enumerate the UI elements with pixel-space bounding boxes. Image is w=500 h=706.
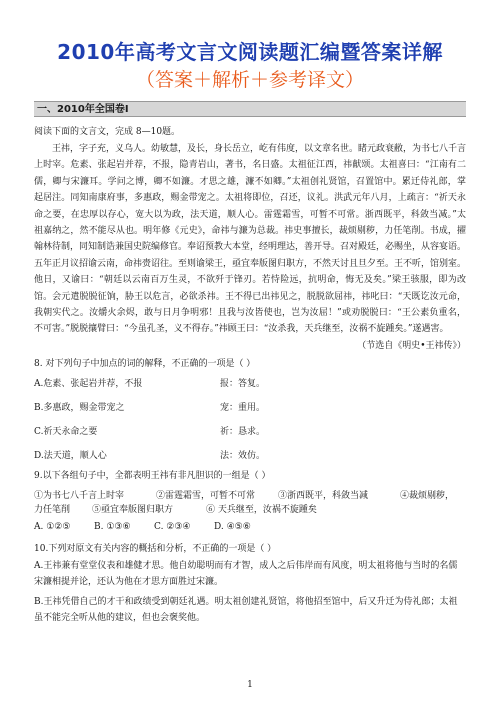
q8-option-b-sentence: B.多惠政，赐金带宠之 <box>34 403 125 413</box>
q8-option-c-sentence: C.祈天永命之要 <box>34 427 98 437</box>
q8-option-b-gloss: 宠：重用。 <box>220 403 266 413</box>
passage-source: （节选自《明史•王祎传》） <box>357 341 466 351</box>
q9-answer-c: C. ②③④ <box>154 522 191 532</box>
passage-paragraph: 王祎，字子充，义乌人。幼敏慧，及长，身长岳立，屹有伟度，以文章名世。睹元政衰敝，为书七八千言上时宰。危素、张起岩并荐，不报，隐青岩山，著书，名日盛。太祖征江西，祎献颂。太祖喜曰：“江南有二儒，卿与宋濂耳。学问之博，卿不如濂。才思之雄，濂不如卿。”太祖创礼贤馆，召置馆中。累迁侍礼郎，掌起居注。同知南康府事，多惠政，赐金带宠之。太祖将即位，召还，议礼。洪武元年八月，上疏言：“祈天永命之要，在忠厚以存心，宽大以为政，法天道，顺人心。雷霆霜雪，可暂不可常。浙西既平，科敛当减。”太祖嘉纳之，然不能尽从也。明年修《元史》，命祎与濂为总裁。祎史事擅长，裁烦剔秽，力任笔削。书成，擢翰林待制，同知制诰兼国史院编修官。奉诏预教大本堂，经明理达，善开导。召对殿廷，必赐坐，从容宴语。五年正月议招谕云南，命祎赍诏往。至则谕梁王，亟宜奉版图归职方，不然天讨且旦夕至。王不听，馆别室。他日，又谕曰：“朝廷以云南百万生灵，不欲歼于锋刃。若恃险远，抗明命，悔无及矣。”梁王骇服，即为改馆。会元遣脱脱征饷，胁王以危言，必欲杀祎。王不得已出祎见之，脱脱欲屈祎，祎叱曰：“天既讫汝元命，我朝实代之。汝爝火余烬，敢与日月争明邪！且我与汝皆使也，岂为汝屈！”或劝脱脱曰：“王公素负重名，不可害。”脱脱攘臂曰：“今虽孔圣，义不得存。”祎顾王曰：“汝杀我，天兵继至，汝祸不旋踵矣。”遂遇害。 <box>34 144 467 335</box>
page-subtitle: （答案＋解析＋参考译文） <box>135 69 364 91</box>
q8-option-d-sentence: D.法天道，顺人心 <box>34 451 107 461</box>
q10-option-b: B.王祎凭借自己的才干和政绩受到朝廷礼遇。明太祖创建礼贤馆，将他招至馆中，后又升迁为侍礼郎；太祖虽不能完全听从他的建议，但也会褒奖他。 <box>34 597 458 623</box>
q9-item-1: ①为书七八千言上时宰 <box>34 491 125 501</box>
q9-item-5: ⑤亟宜奉版图归职方 <box>92 505 174 515</box>
section-header: 一、2010年全国卷Ⅰ <box>34 101 466 117</box>
q9-item-2: ②雷霆霜雪，可暂不可常 <box>156 491 256 501</box>
instructions: 阅读下面的文言文，完成 8—10题。 <box>34 127 181 137</box>
question-10-stem: 10.下列对原文有关内容的概括和分析，不正确的一项是（ ） <box>34 544 277 554</box>
q8-option-a-gloss: 报：答复。 <box>220 379 266 389</box>
page-number: 1 <box>247 680 253 690</box>
q8-option-c-gloss: 祈：恳求。 <box>220 427 266 437</box>
q9-answer-a: A. ①②⑤ <box>34 522 71 532</box>
q8-option-d-gloss: 法：效仿。 <box>220 451 266 461</box>
q9-item-6: ⑥ 天兵继至，汝祸不旋踵矣 <box>206 505 317 515</box>
q8-option-a-sentence: A.危素、张起岩并荐，不报 <box>34 379 143 389</box>
question-8-stem: 8. 对下列句子中加点的词的解释，不正确的一项是（ ） <box>34 359 256 369</box>
q9-answer-b: B. ①③⑥ <box>94 522 131 532</box>
q10-option-a: A.王祎兼有堂堂仪表和雄健才思。他自幼聪明而有才智，成人之后伟岸而有风度，明太祖将他与当时的名儒宋濂相提并论，还认为他在才思方面胜过宋濂。 <box>34 561 458 587</box>
page-title: 2010年高考文言文阅读题汇编暨答案详解 <box>57 40 443 64</box>
q9-item-3: ③浙西既平，科敛当减 <box>278 491 369 501</box>
q9-answer-d: D. ④⑤⑥ <box>214 522 251 532</box>
classical-passage <box>34 141 466 338</box>
question-9-stem: 9.以下各组句子中，全都表明王祎有非凡胆识的一组是（ ） <box>34 471 271 481</box>
q9-item-4: ④裁烦剔秽， <box>400 491 455 501</box>
q9-item-4-cont: 力任笔削 <box>34 505 71 515</box>
